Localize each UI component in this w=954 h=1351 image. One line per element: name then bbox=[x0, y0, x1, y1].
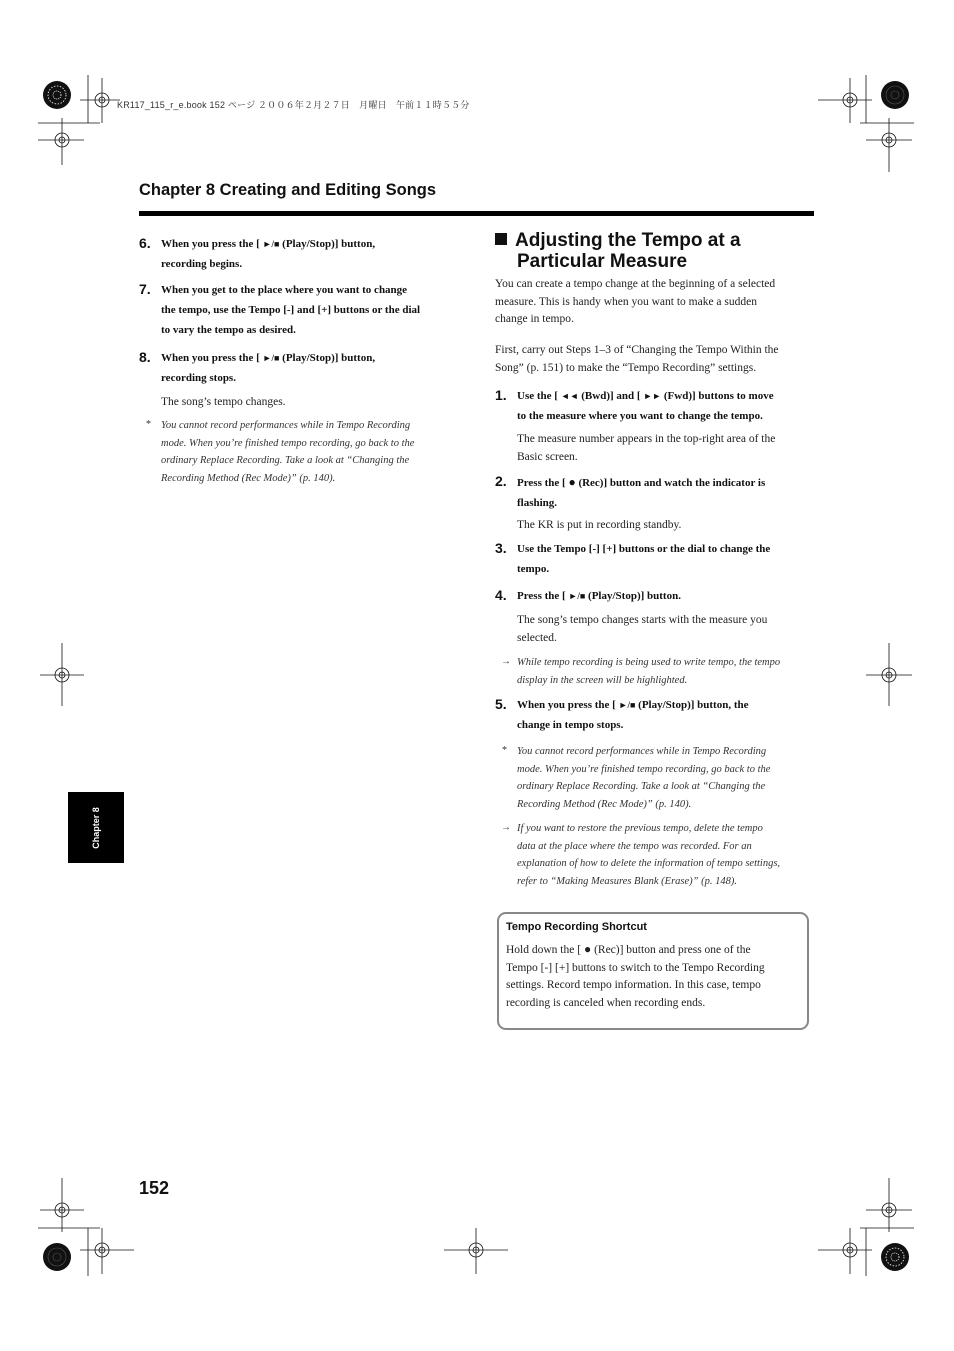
step-1-c: (Fwd)] buttons to move bbox=[663, 390, 774, 402]
step-8-text bbox=[161, 348, 461, 388]
heading-square-icon bbox=[495, 233, 507, 245]
step-1-result-line: Basic screen. bbox=[517, 450, 578, 463]
shortcut-body bbox=[506, 941, 802, 1012]
step-8-number: 8. bbox=[139, 349, 151, 365]
record-icon: ● bbox=[568, 475, 576, 489]
chapter-side-tab bbox=[68, 792, 124, 863]
note-arrow-icon: → bbox=[501, 656, 511, 667]
right-note-line: You cannot record performances while in Tempo Recording bbox=[517, 746, 767, 757]
step-6-pre: When you press the [ bbox=[161, 238, 260, 250]
step-7-number: 7. bbox=[139, 281, 151, 297]
page-number: 152 bbox=[139, 1178, 170, 1198]
step-6-post: (Play/Stop)] button, bbox=[282, 238, 376, 250]
step-3-line2: tempo. bbox=[517, 563, 550, 575]
step-8-post: (Play/Stop)] button, bbox=[282, 352, 376, 364]
step-2-line2: flashing. bbox=[517, 497, 558, 509]
step-1-text bbox=[517, 386, 817, 426]
note-asterisk: * bbox=[502, 745, 507, 756]
step-8-line2: recording stops. bbox=[161, 372, 236, 384]
arrow-note-1-line: While tempo recording is being used to write tempo, the tempo bbox=[517, 657, 781, 668]
step-3-line1: Use the Tempo [-] [+] buttons or the dial to change the bbox=[517, 543, 771, 555]
left-note bbox=[161, 417, 461, 487]
arrow-note-2-line: If you want to restore the previous tempo, delete the tempo bbox=[517, 823, 763, 834]
title-rule bbox=[139, 211, 814, 216]
shortcut-pre: Hold down the [ bbox=[506, 944, 582, 956]
heading-line-1: Adjusting the Tempo at a bbox=[515, 230, 741, 251]
fast-forward-icon: ►► bbox=[643, 391, 662, 401]
shortcut-line: settings. Record tempo information. In this case, tempo bbox=[506, 979, 761, 991]
step-7-line3: to vary the tempo as desired. bbox=[161, 324, 296, 336]
step-3-number: 3. bbox=[495, 540, 507, 556]
step-2-b: (Rec)] button and watch the indicator is bbox=[578, 477, 766, 489]
arrow-note-2-line: refer to “Making Measures Blank (Erase)” (p. 148). bbox=[517, 875, 737, 887]
step-4-b: (Play/Stop)] button. bbox=[588, 590, 681, 602]
step-2-text bbox=[517, 472, 817, 513]
arrow-note-2-line: explanation of how to delete the information of tempo settings, bbox=[517, 858, 781, 869]
step-6-text bbox=[161, 234, 461, 274]
chapter-title: Chapter 8 Creating and Editing Songs bbox=[139, 181, 437, 199]
step-5-a: When you press the [ bbox=[517, 699, 616, 711]
right-note-line: Recording Method (Rec Mode)” (p. 140). bbox=[517, 798, 692, 810]
left-note-line: Recording Method (Rec Mode)” (p. 140). bbox=[161, 472, 336, 484]
play-stop-icon: ►/■ bbox=[262, 353, 280, 363]
step-6-line2: recording begins. bbox=[161, 258, 243, 270]
intro-line: change in tempo. bbox=[495, 313, 574, 325]
step-4-a: Press the [ bbox=[517, 590, 566, 602]
heading-line-2: Particular Measure bbox=[517, 251, 688, 272]
side-tab-label: Chapter 8 bbox=[91, 806, 101, 849]
step-1-result bbox=[517, 431, 817, 466]
step-5-b: (Play/Stop)] button, the bbox=[638, 699, 749, 711]
step-4-text bbox=[517, 586, 817, 606]
step-1-result-line: The measure number appears in the top-right area of the bbox=[517, 433, 776, 445]
step-7-line2: the tempo, use the Tempo [-] and [+] buttons or the dial bbox=[161, 304, 421, 316]
step-3-text bbox=[517, 539, 817, 579]
shortcut-line: recording is canceled when recording ends. bbox=[506, 996, 706, 1009]
arrow-note-1 bbox=[517, 654, 817, 689]
step-1-line2: to the measure where you want to change the tempo. bbox=[517, 410, 763, 422]
left-note-line: ordinary Replace Recording. Take a look at “Changing the bbox=[161, 455, 410, 466]
right-note bbox=[517, 743, 817, 813]
play-stop-icon: ►/■ bbox=[262, 239, 280, 249]
step-5-text bbox=[517, 695, 817, 735]
note-asterisk: * bbox=[146, 419, 151, 430]
step-4-result-line: selected. bbox=[517, 631, 557, 644]
intro-paragraph bbox=[495, 276, 815, 329]
right-note-line: mode. When you’re finished tempo recording, go back to the bbox=[517, 763, 771, 775]
step-7-line1: When you get to the place where you want to change bbox=[161, 284, 408, 296]
first-line: Song” (p. 151) to make the “Tempo Recording” settings. bbox=[495, 361, 757, 374]
first-paragraph bbox=[495, 342, 815, 377]
step-4-result bbox=[517, 612, 817, 647]
left-note-line: You cannot record performances while in Tempo Recording bbox=[161, 420, 411, 431]
play-stop-icon: ►/■ bbox=[618, 700, 636, 710]
shortcut-post: (Rec)] button and press one of the bbox=[594, 944, 751, 956]
shortcut-line: Tempo [-] [+] buttons to switch to the Tempo Recording bbox=[506, 961, 765, 974]
step-1-number: 1. bbox=[495, 387, 507, 403]
step-2-number: 2. bbox=[495, 473, 507, 489]
step-5-number: 5. bbox=[495, 696, 507, 712]
left-note-line: mode. When you’re finished tempo recording, go back to the bbox=[161, 437, 415, 449]
step-8-pre: When you press the [ bbox=[161, 352, 260, 364]
intro-line: measure. This is handy when you want to make a sudden bbox=[495, 295, 757, 308]
step-2-a: Press the [ bbox=[517, 477, 566, 489]
shortcut-title: Tempo Recording Shortcut bbox=[506, 921, 647, 933]
note-arrow-icon: → bbox=[501, 822, 511, 833]
rewind-icon: ◄◄ bbox=[560, 391, 579, 401]
arrow-note-2 bbox=[517, 820, 817, 890]
step-1-b: (Bwd)] and [ bbox=[581, 390, 641, 402]
arrow-note-2-line: data at the place where the tempo was recorded. For an bbox=[517, 840, 752, 852]
step-7-text bbox=[161, 280, 461, 340]
record-icon: ● bbox=[583, 942, 592, 956]
print-header: KR117_115_r_e.book 152 ページ ２００６年２月２７日 月曜日 午前１１時５５分 bbox=[117, 100, 470, 110]
step-2-result: The KR is put in recording standby. bbox=[517, 519, 682, 531]
intro-line: You can create a tempo change at the beginning of a selected bbox=[495, 278, 776, 290]
first-line: First, carry out Steps 1–3 of “Changing the Tempo Within the bbox=[495, 344, 779, 356]
play-stop-icon: ►/■ bbox=[568, 591, 586, 601]
step-4-result-line: The song’s tempo changes starts with the measure you bbox=[517, 614, 768, 626]
right-note-line: ordinary Replace Recording. Take a look at “Changing the bbox=[517, 781, 766, 792]
step-4-number: 4. bbox=[495, 587, 507, 603]
section-heading bbox=[495, 230, 741, 272]
step-1-a: Use the [ bbox=[517, 390, 558, 402]
arrow-note-1-line: display in the screen will be highlighted. bbox=[517, 674, 688, 686]
step-6-number: 6. bbox=[139, 235, 151, 251]
step-8-result: The song’s tempo changes. bbox=[161, 396, 286, 408]
step-5-line2: change in tempo stops. bbox=[517, 719, 624, 731]
